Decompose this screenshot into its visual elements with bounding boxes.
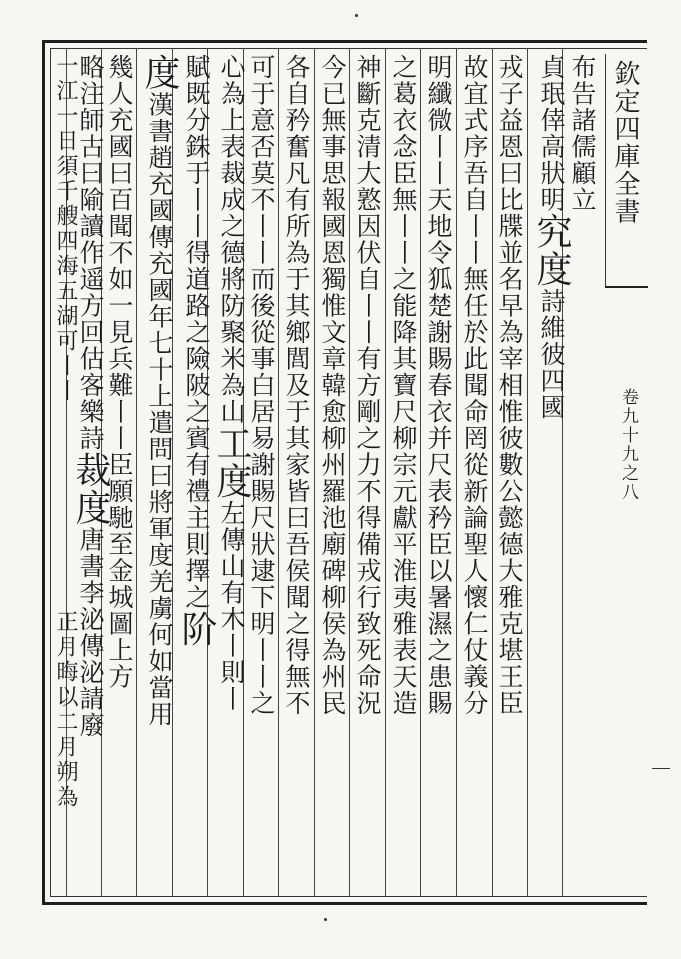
- text-column: 故宜式序吾自丨丨無任於此聞命罔從新論聖人懷仁仗義分: [460, 54, 489, 717]
- text-column: 賦既分銖于丨丨得道路之險陂之賓有禮主則擇之阶: [176, 54, 217, 648]
- headword: 裁度: [70, 451, 111, 527]
- column-rule: [527, 48, 528, 896]
- column-rule: [385, 48, 386, 896]
- headword: 工度: [211, 425, 252, 500]
- text-column: 神斷克清大憝因伏自丨丨有方剛之力不得備戎行致死命況: [353, 54, 382, 717]
- text-column-last: 一江一日須千艘四海五湖可丨丨: [53, 54, 78, 404]
- column-rule: [349, 48, 350, 896]
- headword: 度: [139, 54, 180, 92]
- column-rule: [136, 48, 137, 896]
- text-column: 戎子益恩曰比牒並名早為宰相惟彼數公懿德大雅克堪王臣: [495, 54, 524, 717]
- text-column: 今已無事思報國恩獨惟文章韓愈柳州羅池廟碑柳侯為州民: [318, 54, 347, 717]
- text-column: 略注師古曰隃讀作遥方回估客樂詩裁度唐書李泌傳泌請廢: [70, 54, 111, 739]
- headword: 阶: [176, 610, 217, 648]
- text-column: 之葛衣念臣無丨丨之能降其寶尺柳宗元獻平淮夷雅表天造: [389, 54, 418, 717]
- column-rule: [420, 48, 421, 896]
- text-column: 心為上表裁成之德將防聚米為山工度左傳山有木丨則丨: [211, 54, 252, 712]
- text-column: 度漢書趙充國傳充國年七十上遣問曰將軍度羌虜何如當用: [139, 54, 180, 728]
- column-rule: [314, 48, 315, 896]
- headword: 究度: [531, 213, 572, 288]
- scan-speck: [355, 14, 358, 17]
- column-rule: [492, 48, 493, 896]
- column-rule: [278, 48, 279, 896]
- text-column: 幾人充國曰百聞不如一見兵難丨丨臣願馳至金城圖上方: [105, 54, 134, 690]
- text-column: 布告諸儒顧立: [568, 54, 597, 213]
- folio-label: 卷九十九之八: [618, 388, 638, 502]
- text-column: 可于意否莫不丨丨而後從事白居易謝賜尺狀逮下明丨丨之: [247, 54, 276, 717]
- book-title: 欽定四庫全書: [610, 60, 640, 225]
- inner-border-bottom: [50, 896, 647, 897]
- text-column: 貞珉倖高狀明究度詩維彼四國: [531, 54, 572, 421]
- column-rule: [456, 48, 457, 896]
- inner-border-left: [50, 48, 51, 897]
- text-column: 各自矜奮凡有所為于其鄉閭及于其家皆曰吾侯聞之得無不: [282, 54, 311, 717]
- margin-tick: [652, 768, 670, 769]
- text-column: 明纖微丨丨天地令狐楚謝賜春衣并尺表矜臣以暑濕之患賜: [424, 54, 453, 717]
- text-column-last-tail: 正月晦以二月朔為: [53, 610, 78, 810]
- scan-speck: [324, 918, 327, 921]
- book-header: [605, 54, 648, 288]
